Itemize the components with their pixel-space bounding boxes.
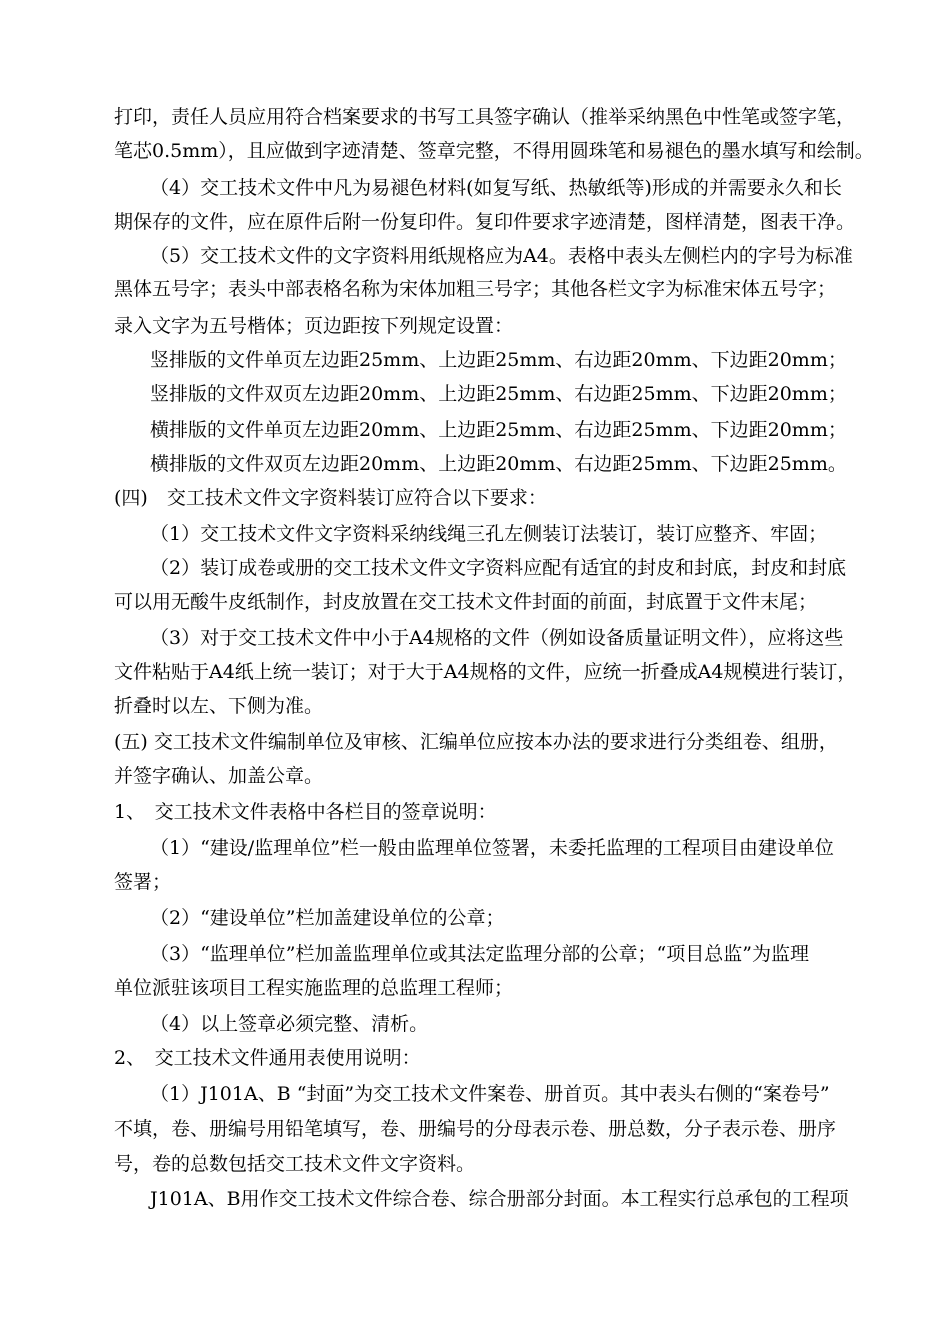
text-line: （3）“监理单位”栏加盖监理单位或其法定监理分部的公章；“项目总监”为监理 [150,943,809,965]
text-line: 竖排版的文件单页左边距25mm、上边距25mm、右边距20mm、下边距20mm； [150,349,847,371]
section-heading: (四) 交工技术文件文字资料装订应符合以下要求： [114,487,547,509]
text-line: 单位派驻该项目工程实施监理的总监理工程师； [114,977,514,999]
text-line: 笔芯0.5mm），且应做到字迹清楚、签章完整，不得用圆珠笔和易褪色的墨水填写和绘制。 [114,140,874,162]
text-line: 不填，卷、册编号用铅笔填写，卷、册编号的分母表示卷、册总数，分子表示卷、册序 [114,1118,837,1140]
text-line: 可以用无酸牛皮纸制作，封皮放置在交工技术文件封面的前面，封底置于文件末尾； [114,591,818,613]
text-line: 号，卷的总数包括交工技术文件文字资料。 [114,1153,476,1175]
section-heading: (五) 交工技术文件编制单位及审核、汇编单位应按本办法的要求进行分类组卷、组册， [114,731,838,753]
text-line: 打印，责任人员应用符合档案要求的书写工具签字确认（推举采纳黑色中性笔或签字笔， [114,106,856,128]
text-line: 黑体五号字；表头中部表格名称为宋体加粗三号字；其他各栏文字为标准宋体五号字； [114,278,837,300]
text-line: （2）“建设单位”栏加盖建设单位的公章； [150,907,505,929]
text-line: （1）“建设/监理单位”栏一般由监理单位签署，未委托监理的工程项目由建设单位 [150,837,834,859]
text-line: （1）J101A、B “封面”为交工技术文件案卷、册首页。其中表头右侧的“案卷号” [150,1083,830,1105]
text-line: J101A、B用作交工技术文件综合卷、综合册部分封面。本工程实行总承包的工程项 [150,1188,849,1210]
text-line: 竖排版的文件双页左边距20mm、上边距25mm、右边距25mm、下边距20mm； [150,383,847,405]
text-line: 并签字确认、加盖公章。 [114,765,324,787]
text-line: （1）交工技术文件文字资料采纳线绳三孔左侧装订法装订，装订应整齐、牢固； [150,523,828,545]
text-line: （2）装订成卷或册的交工技术文件文字资料应配有适宜的封皮和封底，封皮和封底 [150,557,847,579]
text-line: 期保存的文件，应在原件后附一份复印件。复印件要求字迹清楚，图样清楚，图表干净。 [114,211,856,233]
text-line: 录入文字为五号楷体；页边距按下列规定设置： [114,315,514,337]
text-line: （4）交工技术文件中凡为易褪色材料(如复写纸、热敏纸等)形成的并需要永久和长 [150,177,842,199]
section-heading: 1、 交工技术文件表格中各栏目的签章说明： [114,801,497,823]
text-line: （3）对于交工技术文件中小于A4规格的文件（例如设备质量证明文件），应将这些 [150,627,844,649]
text-line: 横排版的文件双页左边距20mm、上边距20mm、右边距25mm、下边距25mm。 [150,453,847,475]
text-line: 横排版的文件单页左边距20mm、上边距25mm、右边距25mm、下边距20mm； [150,419,847,441]
text-line: 折叠时以左、下侧为准。 [114,695,324,717]
text-line: （5）交工技术文件的文字资料用纸规格应为A4。表格中表头左侧栏内的字号为标准 [150,245,853,267]
text-line: 签署； [114,871,172,893]
section-heading: 2、 交工技术文件通用表使用说明： [114,1047,421,1069]
text-line: 文件粘贴于A4纸上统一装订；对于大于A4规格的文件，应统一折叠成A4规模进行装订， [114,661,857,683]
text-line: （4）以上签章必须完整、清析。 [150,1013,429,1035]
